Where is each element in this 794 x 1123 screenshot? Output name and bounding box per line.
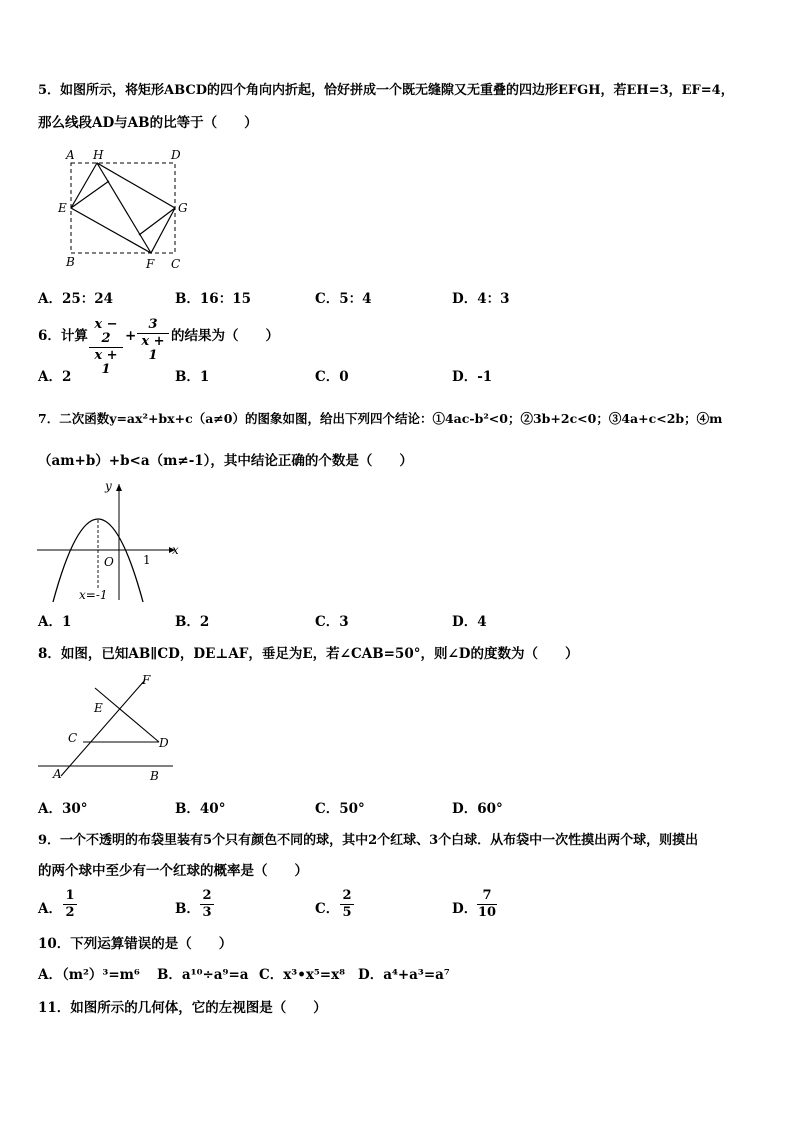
q9-c-den: 5 xyxy=(342,905,352,920)
q8-stem-line1: 8．如图，已知AB∥CD，DE⊥AF，垂足为E，若∠CAB=50°，则∠D的度数为（ ） xyxy=(38,646,579,662)
q9-option-d-fraction[interactable] xyxy=(477,889,497,920)
label-A: A xyxy=(66,148,75,162)
y-axis-arrow xyxy=(116,484,122,491)
q7-option-c[interactable]: C．3 xyxy=(315,614,349,630)
label-H: H xyxy=(93,148,104,162)
label-D: D xyxy=(159,736,169,750)
q5-option-b[interactable]: B．16：15 xyxy=(175,291,251,307)
q9-option-c-label[interactable]: C． xyxy=(315,901,340,917)
q9-c-num: 2 xyxy=(342,888,352,903)
q5-stem-line2: 那么线段AD与AB的比等于（ ） xyxy=(38,115,258,131)
fold-line-3 xyxy=(139,208,175,235)
q7-parabola-figure xyxy=(35,478,185,606)
q8-option-a[interactable]: A．30° xyxy=(38,801,88,817)
q9-stem-line2: 的两个球中至少有一个红球的概率是（ ） xyxy=(38,863,308,879)
label-C: C xyxy=(171,257,181,271)
q10-stem: 10．下列运算错误的是（ ） xyxy=(38,936,233,952)
label-C: C xyxy=(68,731,78,745)
label-E: E xyxy=(94,701,103,715)
q8-option-b[interactable]: B．40° xyxy=(175,801,226,817)
q10-option-c[interactable]: C．x³•x⁵=x⁸ xyxy=(259,967,346,983)
q9-b-den: 3 xyxy=(202,905,212,920)
q6-option-c[interactable]: C．0 xyxy=(315,369,349,385)
q5-option-a[interactable]: A．25：24 xyxy=(38,291,114,307)
q10-option-d[interactable]: D．a⁴+a³=a⁷ xyxy=(358,967,450,983)
q9-a-num: 1 xyxy=(65,888,75,903)
q10-option-a[interactable]: A．（m²）³=m⁶ xyxy=(38,967,140,983)
label-B: B xyxy=(150,769,159,783)
q6-prefix: 6．计算 xyxy=(38,328,88,344)
label-1: 1 xyxy=(143,553,151,567)
quad-efgh xyxy=(71,163,175,253)
q7-option-d[interactable]: D．4 xyxy=(452,614,487,630)
label-F: F xyxy=(146,257,155,271)
fold-line-2 xyxy=(97,163,151,253)
q6-frac1-numerator: x − 2 xyxy=(94,317,118,346)
q9-b-num: 2 xyxy=(202,888,212,903)
q9-stem-line1: 9．一个不透明的布袋里装有5个只有颜色不同的球，其中2个红球、3个白球．从布袋中一次性摸出两个球，则摸出 xyxy=(38,833,699,848)
q6-option-b[interactable]: B．1 xyxy=(175,369,210,385)
q9-option-a-fraction[interactable] xyxy=(63,889,77,920)
q9-option-c-fraction[interactable] xyxy=(340,889,354,920)
q11-stem: 11．如图所示的几何体，它的左视图是（ ） xyxy=(38,1000,327,1016)
q7-option-b[interactable]: B．2 xyxy=(175,614,210,630)
q8-option-d[interactable]: D．60° xyxy=(452,801,503,817)
q6-fraction-1 xyxy=(89,318,123,377)
q6-frac2-numerator: 3 xyxy=(148,317,158,332)
q7-option-a[interactable]: A．1 xyxy=(38,614,72,630)
rect-abcd-dashed xyxy=(71,163,175,253)
q9-option-b-fraction[interactable] xyxy=(200,889,214,920)
q5-option-d[interactable]: D．4：3 xyxy=(452,291,510,307)
q9-option-b-label[interactable]: B． xyxy=(175,901,200,917)
label-O: O xyxy=(104,555,114,569)
q9-option-d-label[interactable]: D． xyxy=(452,901,478,917)
q5-stem-line1: 5．如图所示，将矩形ABCD的四个角向内折起，恰好拼成一个既无缝隙又无重叠的四边形EFGH，若EH=3，EF=4， xyxy=(38,83,734,98)
label-B: B xyxy=(66,255,75,269)
label-x: x xyxy=(172,543,179,557)
q9-a-den: 2 xyxy=(65,905,75,920)
q6-suffix: 的结果为（ ） xyxy=(171,328,279,344)
label-E: E xyxy=(58,201,67,215)
q7-stem-line2: （am+b）+b<a（m≠-1），其中结论正确的个数是（ ） xyxy=(38,453,413,469)
q7-stem-line1: 7．二次函数y=ax²+bx+c（a≠0）的图象如图，给出下列四个结论：①4ac-b²<0；②3b+2c<0；③4a+c<2b；④m xyxy=(38,411,723,426)
q8-parallel-lines-figure xyxy=(35,672,177,788)
q6-option-d[interactable]: D．-1 xyxy=(452,369,493,385)
q6-frac1-denominator: x + 1 xyxy=(94,348,118,377)
q5-option-c[interactable]: C．5：4 xyxy=(315,291,372,307)
fold-line-1 xyxy=(71,181,109,208)
label-y: y xyxy=(105,479,112,493)
line-de xyxy=(95,688,159,742)
q6-fraction-2 xyxy=(137,318,169,363)
q6-frac2-denominator: x + 1 xyxy=(141,334,165,363)
label-G: G xyxy=(178,201,188,215)
label-F: F xyxy=(142,673,151,687)
q6-option-a[interactable]: A．2 xyxy=(38,369,72,385)
q8-option-c[interactable]: C．50° xyxy=(315,801,365,817)
label-D: D xyxy=(171,148,181,162)
label-A: A xyxy=(53,767,62,781)
q9-d-num: 7 xyxy=(482,888,492,903)
q5-rectangle-fold-figure xyxy=(55,145,195,275)
q6-plus: + xyxy=(125,328,137,344)
q9-d-den: 10 xyxy=(477,905,497,920)
label-x-eq-neg1: x=-1 xyxy=(79,588,108,602)
q9-option-a-label[interactable]: A． xyxy=(38,901,62,917)
q10-option-b[interactable]: B．a¹⁰÷a⁹=a xyxy=(157,967,249,983)
